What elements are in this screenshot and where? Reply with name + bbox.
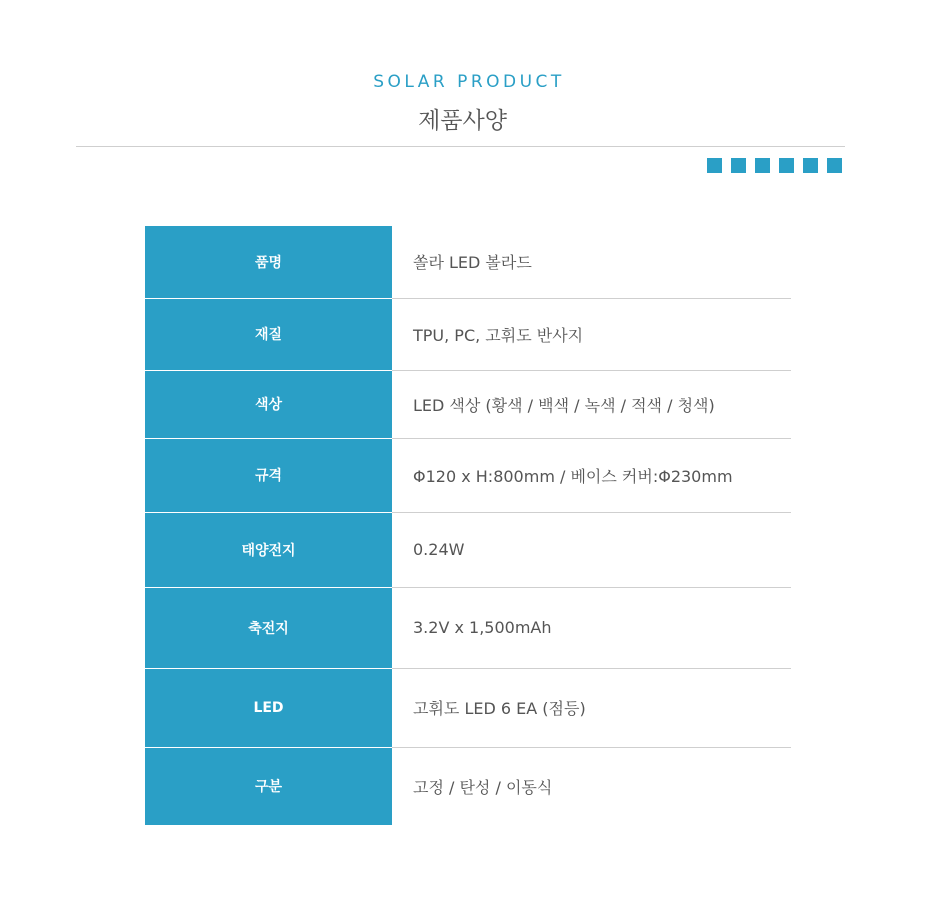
spec-value: Φ120 x H:800mm / 베이스 커버:Φ230mm [392,438,791,512]
header-divider [76,146,845,147]
square-icon [707,158,722,173]
square-icon [827,158,842,173]
square-icon [731,158,746,173]
decorative-squares [707,158,842,173]
square-icon [779,158,794,173]
spec-value: 고정 / 탄성 / 이동식 [413,777,553,797]
spec-label: LED [145,668,392,747]
spec-label: 규격 [145,438,392,512]
spec-label: 품명 [145,226,392,298]
spec-value: 고휘도 LED 6 EA (점등) [392,668,791,747]
spec-label: 색상 [145,370,392,438]
spec-label: 구분 [145,747,392,825]
spec-row-color [145,370,791,438]
square-icon [755,158,770,173]
spec-row-solar-cell [145,512,791,587]
spec-row-dimensions [145,438,791,512]
spec-label: 축전지 [145,587,392,668]
spec-value: 0.24W [392,512,791,587]
spec-value: LED 색상 (황색 / 백색 / 녹색 / 적색 / 청색) [392,370,791,438]
spec-table [145,226,791,825]
section-subtitle: SOLAR PRODUCT [373,72,565,92]
spec-row-name [145,226,791,298]
square-icon [803,158,818,173]
spec-row-type [145,747,791,825]
spec-row-led [145,668,791,747]
spec-value: TPU, PC, 고휘도 반사지 [392,298,791,370]
spec-value: 쏠라 LED 볼라드 [392,226,791,298]
spec-row-battery [145,587,791,668]
spec-label: 재질 [145,298,392,370]
spec-row-material [145,298,791,370]
page-title: 제품사양 [418,108,507,134]
spec-value: 3.2V x 1,500mAh [392,587,791,668]
spec-label: 태양전지 [145,512,392,587]
